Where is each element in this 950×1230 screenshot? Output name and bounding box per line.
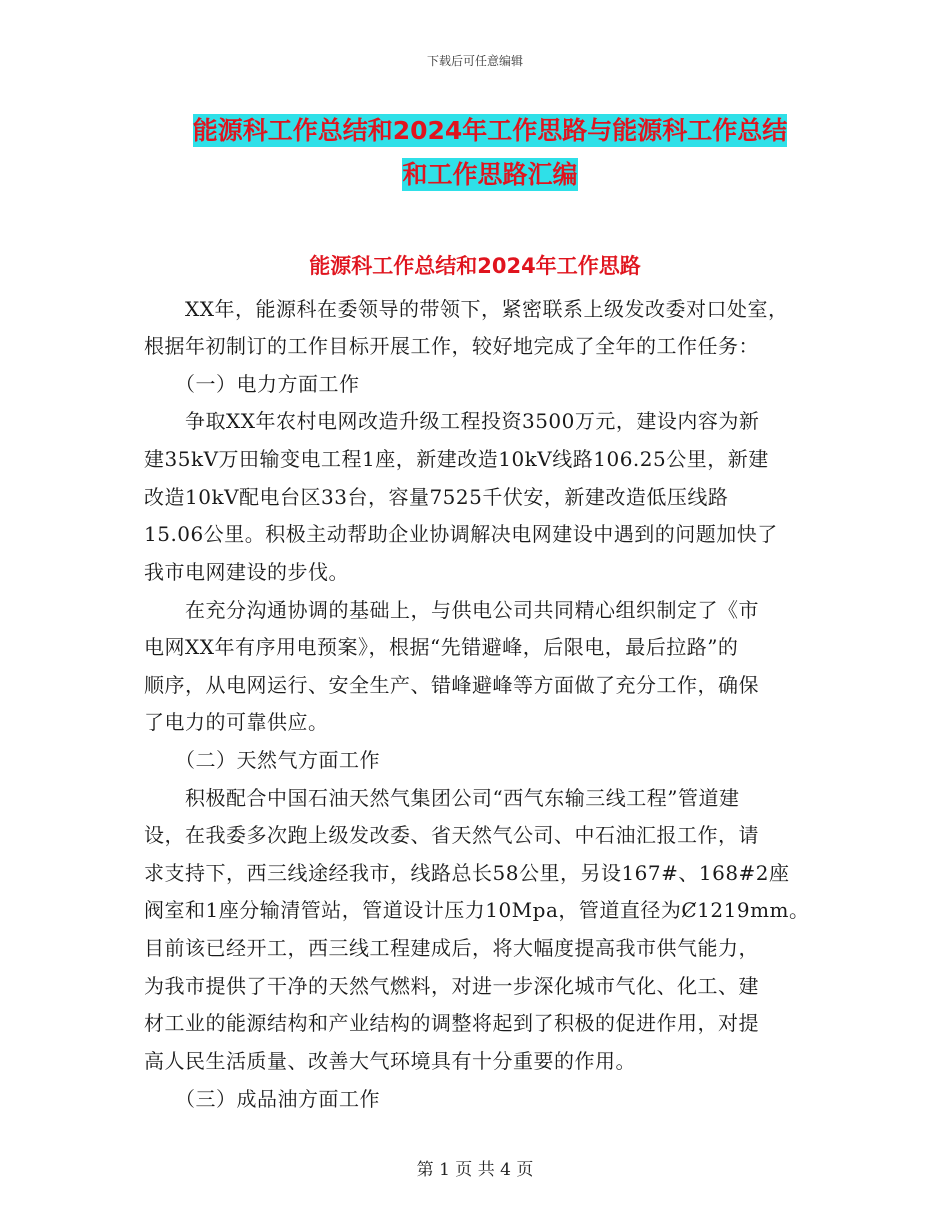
paragraph-line: 争取XX年农村电网改造升级工程投资3500万元，建设内容为新 [144,409,760,433]
paragraph-line: 目前该已经开工，西三线工程建成后，将大幅度提高我市供气能力， [144,936,759,960]
paragraph-line: 了电力的可靠供应。 [144,710,329,734]
paragraph-line: XX年，能源科在委领导的带领下，紧密联系上级发改委对口处室， [144,297,789,321]
paragraph-line: （二）天然气方面工作 [144,748,380,772]
paragraph-line: 求支持下，西三线途经我市，线路总长58公里，另设167#、168#2座 [144,861,790,885]
document-title-line-1: 能源科工作总结和2024年工作思路与能源科工作总结 [192,116,788,145]
paragraph-line: 积极配合中国石油天然气集团公司“西气东输三线工程”管道建 [144,786,740,810]
paragraph-line: 材工业的能源结构和产业结构的调整将起到了积极的促进作用，对提 [144,1011,759,1035]
paragraph-line: 阀室和1座分输清管站，管道设计压力10Mpa，管道直径为Ȼ1219mm。 [144,898,810,922]
page-footer: 第 1 页 共 4 页 [416,1160,534,1180]
paragraph-line: 我市电网建设的步伐。 [144,560,349,584]
paragraph-line: 电网XX年有序用电预案》，根据“先错避峰，后限电，最后拉路”的 [144,635,739,659]
paragraph-line: 顺序，从电网运行、安全生产、错峰避峰等方面做了充分工作，确保 [144,673,759,697]
paragraph-line: 在充分沟通协调的基础上，与供电公司共同精心组织制定了《市 [144,598,759,622]
paragraph-line: （三）成品油方面工作 [144,1087,380,1111]
paragraph-line: 改造10kV配电台区33台，容量7525千伏安，新建改造低压线路 [144,485,729,509]
section-title: 能源科工作总结和2024年工作思路 [309,254,641,278]
paragraph-line: （一）电力方面工作 [144,372,360,396]
paragraph-line: 高人民生活质量、改善大气环境具有十分重要的作用。 [144,1049,636,1073]
paragraph-line: 建35kV万田输变电工程1座，新建改造10kV线路106.25公里，新建 [144,447,769,471]
paragraph-line: 设，在我委多次跑上级发改委、省天然气公司、中石油汇报工作，请 [144,823,759,847]
document-title-line-2: 和工作思路汇编 [402,160,578,189]
paragraph-line: 15.06公里。积极主动帮助企业协调解决电网建设中遇到的问题加快了 [144,522,778,546]
paragraph-line: 为我市提供了干净的天然气燃料，对进一步深化城市气化、化工、建 [144,974,759,998]
paragraph-line: 根据年初制订的工作目标开展工作，较好地完成了全年的工作任务： [144,334,759,358]
header-note: 下载后可任意编辑 [426,54,523,68]
